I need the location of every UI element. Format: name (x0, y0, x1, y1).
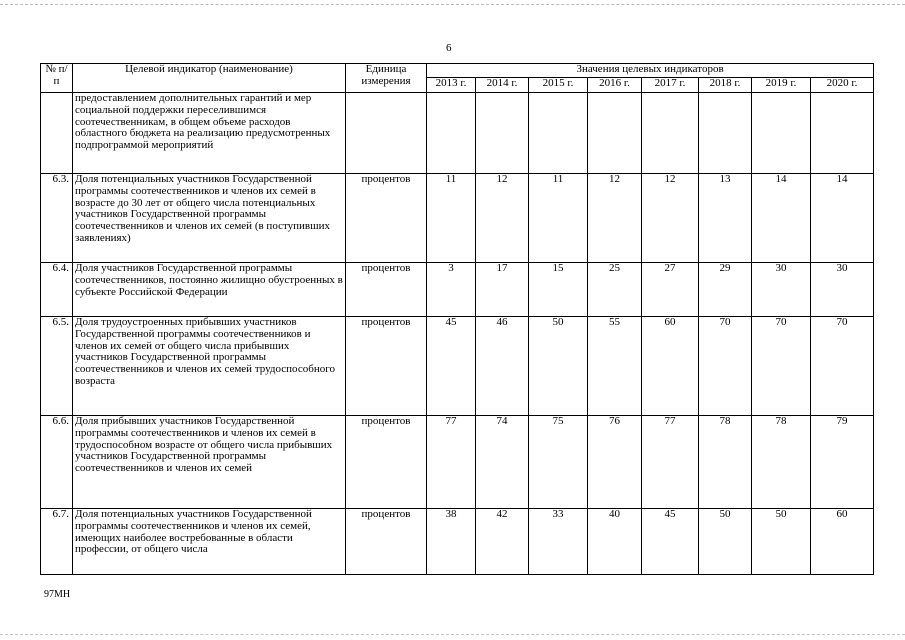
value-cell: 33 (529, 509, 588, 575)
row-number (41, 93, 73, 174)
value-cell: 42 (476, 509, 529, 575)
value-cell: 78 (752, 416, 811, 509)
value-cell: 38 (427, 509, 476, 575)
header-row-top (41, 64, 874, 78)
indicator-name: Доля участников Государственной программы соотечественников, постоянно жилищно обустроенных в субъекте Российской Федерации (73, 263, 346, 317)
value-cell: 60 (811, 509, 874, 575)
value-cell: 79 (811, 416, 874, 509)
unit-cell (346, 93, 427, 174)
table-row (41, 509, 874, 575)
header-num: № п/п (41, 64, 73, 93)
header-year: 2015 г. (529, 78, 588, 93)
value-cell: 40 (588, 509, 642, 575)
value-cell (811, 93, 874, 174)
row-number: 6.7. (41, 509, 73, 575)
header-name: Целевой индикатор (наименование) (73, 64, 346, 93)
value-cell: 60 (642, 317, 699, 416)
value-cell: 27 (642, 263, 699, 317)
indicators-table (40, 63, 874, 575)
scan-bottom-edge (0, 634, 905, 635)
value-cell: 50 (752, 509, 811, 575)
header-unit: Единица измерения (346, 64, 427, 93)
indicator-name: Доля потенциальных участников Государственной программы соотечественников и членов их семей в возрасте до 30 лет от общего числа потенциальных участников Государственной программы соотечественников и членов их семей (в поступивших заявлениях) (73, 174, 346, 263)
page-number: 6 (446, 42, 452, 54)
value-cell: 13 (699, 174, 752, 263)
value-cell: 12 (476, 174, 529, 263)
value-cell: 25 (588, 263, 642, 317)
value-cell (699, 93, 752, 174)
row-number: 6.6. (41, 416, 73, 509)
row-number: 6.4. (41, 263, 73, 317)
value-cell: 77 (427, 416, 476, 509)
value-cell: 70 (699, 317, 752, 416)
header-year: 2018 г. (699, 78, 752, 93)
value-cell: 3 (427, 263, 476, 317)
value-cell: 78 (699, 416, 752, 509)
value-cell: 15 (529, 263, 588, 317)
unit-cell: процентов (346, 317, 427, 416)
header-year: 2013 г. (427, 78, 476, 93)
indicator-name: предоставлением дополнительных гарантий и мер социальной поддержки переселившимся соотечественникам, в общем объеме расходов областного бюджета на реализацию предусмотренных подпрограммой мероприятий (73, 93, 346, 174)
value-cell (427, 93, 476, 174)
row-number: 6.5. (41, 317, 73, 416)
header-values: Значения целевых индикаторов (427, 64, 874, 78)
value-cell (529, 93, 588, 174)
value-cell: 50 (529, 317, 588, 416)
row-number: 6.3. (41, 174, 73, 263)
value-cell (476, 93, 529, 174)
value-cell: 17 (476, 263, 529, 317)
value-cell: 30 (752, 263, 811, 317)
value-cell: 55 (588, 317, 642, 416)
value-cell: 77 (642, 416, 699, 509)
table-row (41, 416, 874, 509)
unit-cell: процентов (346, 174, 427, 263)
value-cell: 29 (699, 263, 752, 317)
value-cell: 45 (642, 509, 699, 575)
unit-cell: процентов (346, 416, 427, 509)
value-cell: 46 (476, 317, 529, 416)
table-row (41, 174, 874, 263)
value-cell: 30 (811, 263, 874, 317)
value-cell (642, 93, 699, 174)
value-cell: 12 (642, 174, 699, 263)
header-year: 2017 г. (642, 78, 699, 93)
indicator-name: Доля трудоустроенных прибывших участников Государственной программы соотечественников и членов их семей от общего числа прибывших участников Государственной программы соотечественников и членов их семей трудоспособного возраста (73, 317, 346, 416)
document-code: 97МН (44, 589, 71, 600)
value-cell: 76 (588, 416, 642, 509)
value-cell (752, 93, 811, 174)
value-cell: 75 (529, 416, 588, 509)
value-cell: 70 (752, 317, 811, 416)
header-year: 2014 г. (476, 78, 529, 93)
unit-cell: процентов (346, 509, 427, 575)
value-cell: 12 (588, 174, 642, 263)
unit-cell: процентов (346, 263, 427, 317)
table-row (41, 317, 874, 416)
header-year: 2020 г. (811, 78, 874, 93)
value-cell: 14 (811, 174, 874, 263)
value-cell (588, 93, 642, 174)
table-row (41, 93, 874, 174)
value-cell: 74 (476, 416, 529, 509)
value-cell: 11 (529, 174, 588, 263)
header-year: 2016 г. (588, 78, 642, 93)
value-cell: 70 (811, 317, 874, 416)
value-cell: 50 (699, 509, 752, 575)
header-year: 2019 г. (752, 78, 811, 93)
indicator-name: Доля прибывших участников Государственной программы соотечественников и членов их семей в трудоспособном возрасте от общего числа прибывших участников Государственной программы соотечественников и членов их семей (73, 416, 346, 509)
scan-top-edge (0, 4, 905, 5)
value-cell: 14 (752, 174, 811, 263)
table-row (41, 263, 874, 317)
indicator-name: Доля потенциальных участников Государственной программы соотечественников и членов их семей, имеющих наиболее востребованные в области профессии, от общего числа (73, 509, 346, 575)
value-cell: 45 (427, 317, 476, 416)
value-cell: 11 (427, 174, 476, 263)
